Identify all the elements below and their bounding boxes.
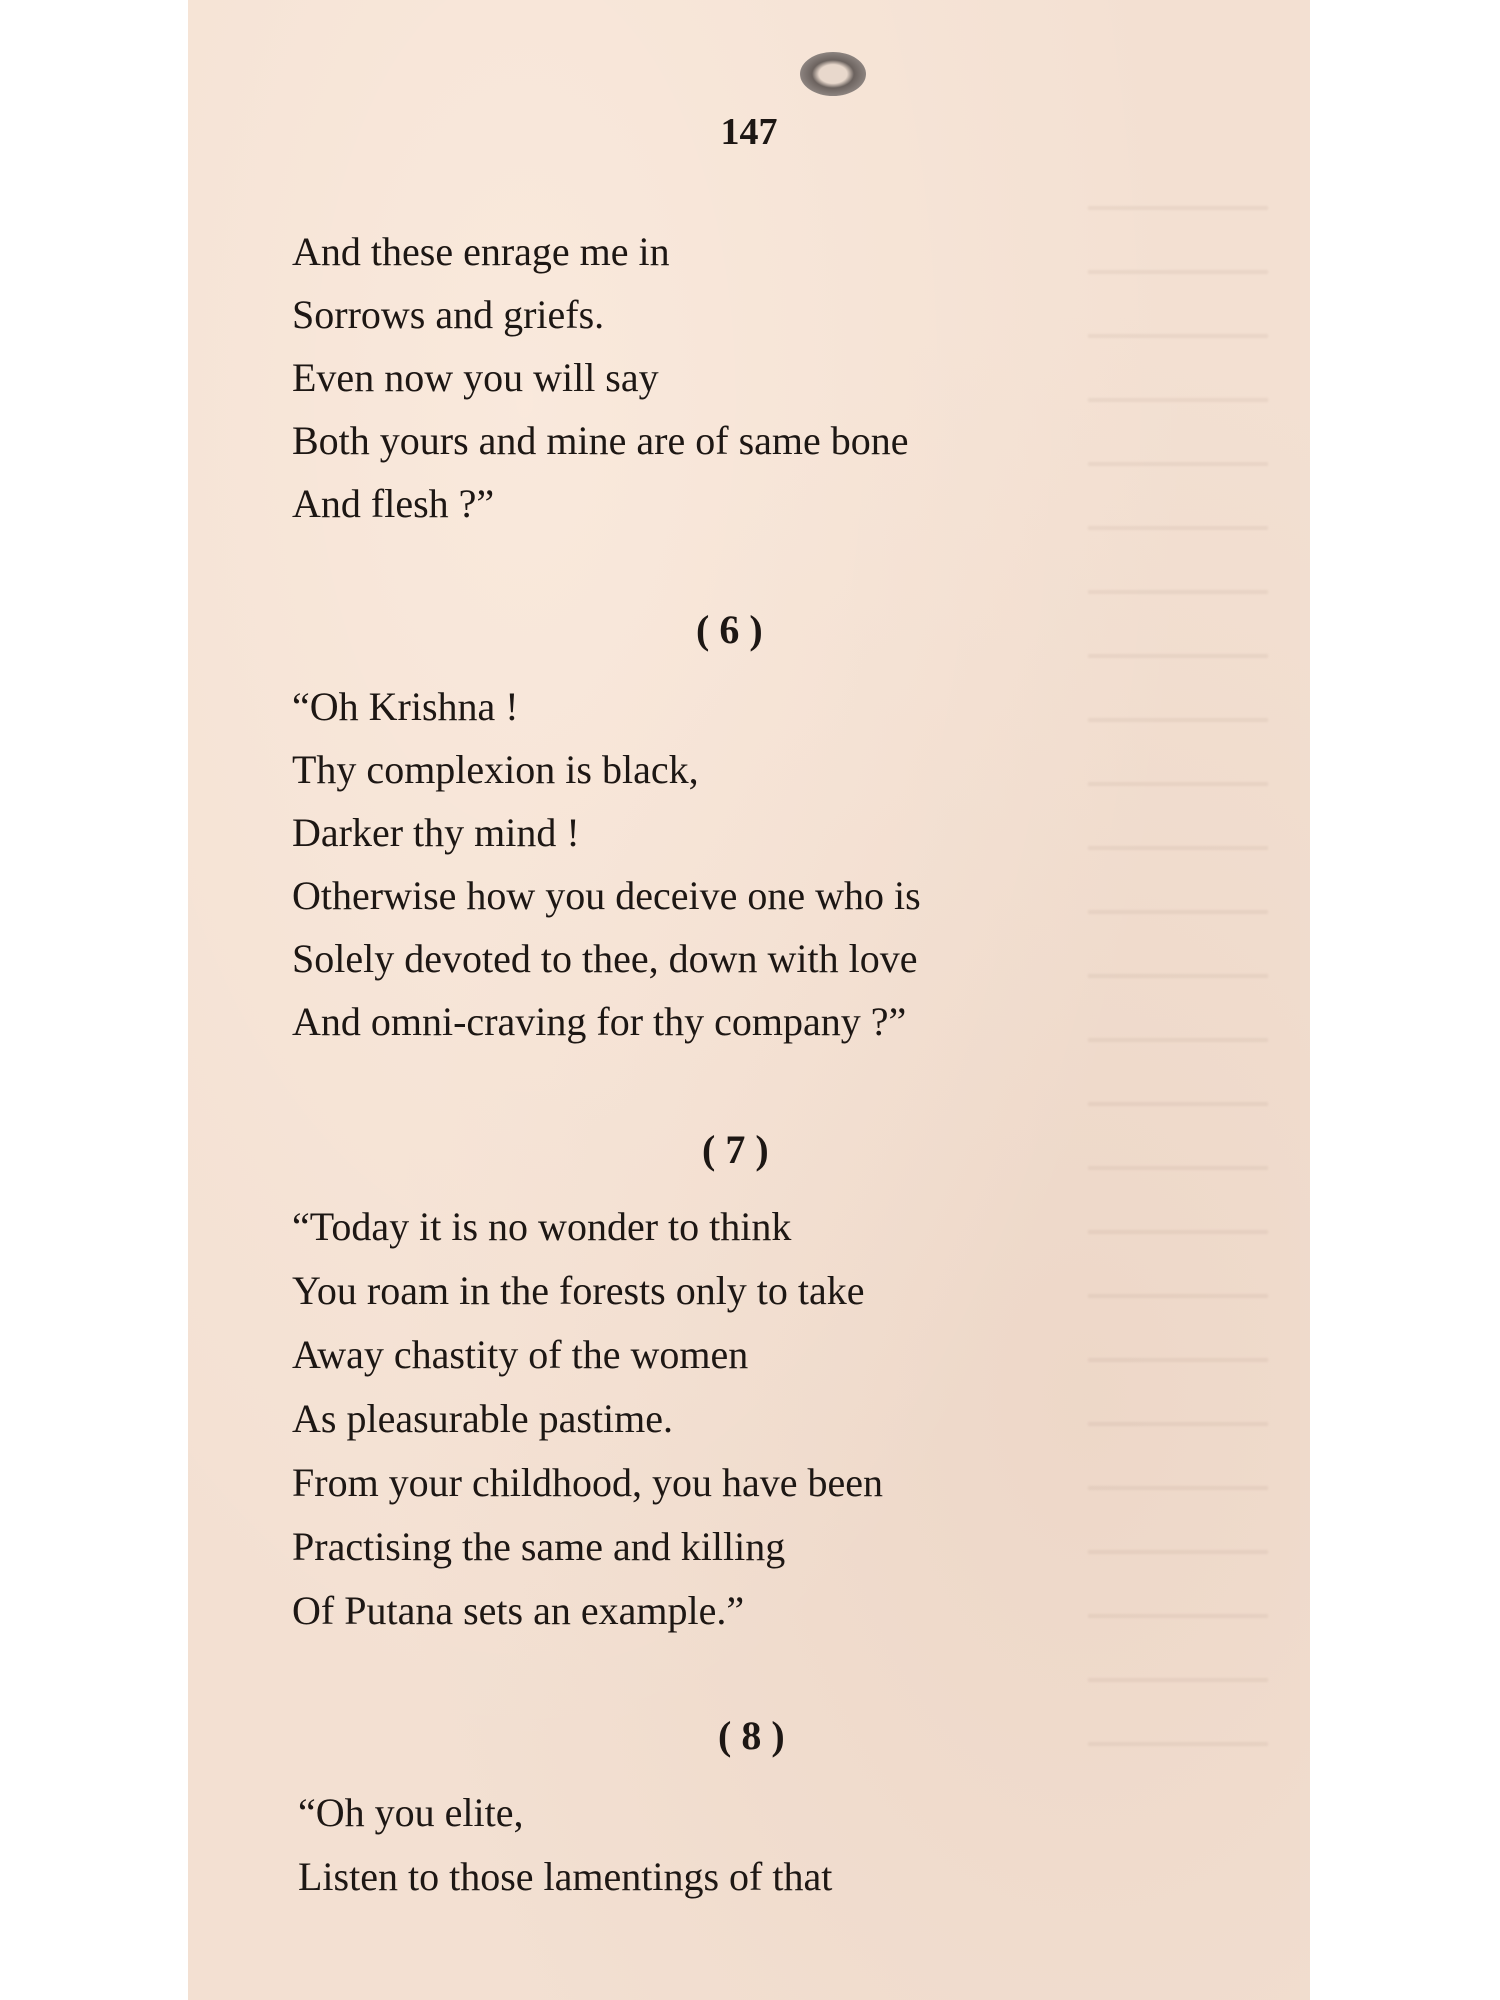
ink-stain bbox=[800, 52, 866, 96]
poem-line: As pleasurable pastime. bbox=[292, 1396, 673, 1441]
poem-line: Sorrows and griefs. bbox=[292, 292, 605, 337]
poem-line: “Oh Krishna ! bbox=[292, 684, 519, 729]
poem-line: Practising the same and killing bbox=[292, 1524, 786, 1569]
poem-line: Solely devoted to thee, down with love bbox=[292, 936, 918, 981]
poem-line: And flesh ?” bbox=[292, 481, 495, 526]
show-through-text bbox=[1088, 160, 1268, 1760]
poem-line: Away chastity of the women bbox=[292, 1332, 749, 1377]
stanza-number: ( 8 ) bbox=[718, 1713, 785, 1758]
poem-line: Thy complexion is black, bbox=[292, 747, 699, 792]
poem-line: Both yours and mine are of same bone bbox=[292, 418, 909, 463]
poem-line: Of Putana sets an example.” bbox=[292, 1588, 745, 1633]
poem-line: You roam in the forests only to take bbox=[292, 1268, 865, 1313]
poem-line: “Oh you elite, bbox=[298, 1790, 524, 1835]
poem-line: From your childhood, you have been bbox=[292, 1460, 883, 1505]
book-page bbox=[188, 0, 1310, 2000]
poem-line: And these enrage me in bbox=[292, 229, 670, 274]
stanza-number: ( 7 ) bbox=[702, 1127, 769, 1172]
poem-line: Listen to those lamentings of that bbox=[298, 1854, 833, 1899]
page-number: 147 bbox=[720, 111, 778, 153]
poem-line: And omni-craving for thy company ?” bbox=[292, 999, 907, 1044]
stanza-number: ( 6 ) bbox=[696, 607, 763, 652]
poem-line: Otherwise how you deceive one who is bbox=[292, 873, 921, 918]
poem-line: Even now you will say bbox=[292, 355, 659, 400]
poem-line: “Today it is no wonder to think bbox=[292, 1204, 792, 1249]
poem-line: Darker thy mind ! bbox=[292, 810, 580, 855]
